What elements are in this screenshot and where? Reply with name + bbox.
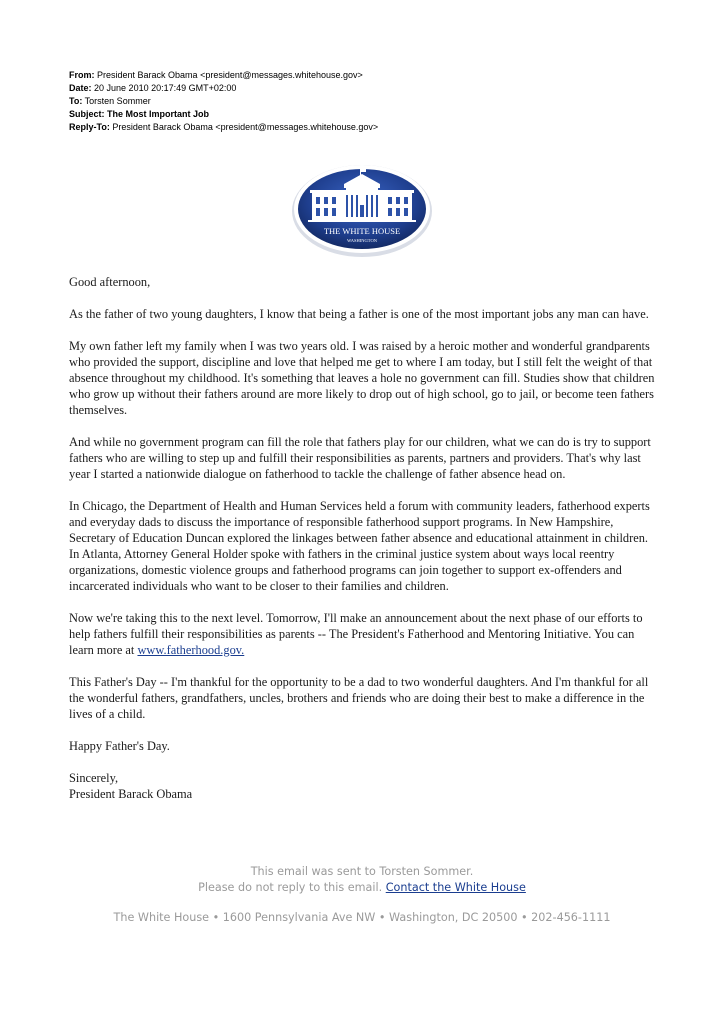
footer-reply-notice <box>0 880 724 896</box>
paragraph-3: And while no government program can fill the role that fathers play for our children, what we can do is try to support fathers who are willing to step up and fulfill their responsibilities as parents, partners and providers. That's why last year I started a nationwide dialogue on fatherhood to tackle the challenge of father absence head on. <box>69 435 651 481</box>
date-label: Date: <box>69 83 92 93</box>
to-label: To: <box>69 96 83 106</box>
subject-value: The Most Important Job <box>107 109 210 119</box>
header-to <box>69 95 669 108</box>
footer-no-reply: Please do not reply to this email. <box>198 881 383 894</box>
date-value: 20 June 2010 20:17:49 GMT+02:00 <box>94 83 237 93</box>
from-label: From: <box>69 70 95 80</box>
white-house-seal-icon <box>288 160 436 260</box>
from-value: President Barack Obama <president@messages.whitehouse.gov> <box>97 70 363 80</box>
logo-title: THE WHITE HOUSE <box>323 226 401 236</box>
to-value: Torsten Sommer <box>84 96 151 106</box>
paragraph-5 <box>69 610 659 658</box>
footer-sent-to: This email was sent to Torsten Sommer. <box>250 865 474 878</box>
paragraph-6: This Father's Day -- I'm thankful for the opportunity to be a dad to two wonderful daughters. And I'm thankful for all the wonderful fathers, grandfathers, uncles, brothers and friends who are doing their best to make a difference in the lives of a child. <box>69 675 649 721</box>
header-reply-to <box>69 121 669 134</box>
paragraph-2: My own father left my family when I was two years old. I was raised by a heroic mother and wonderful grandparents who provided the support, discipline and love that helped me get to where I am today, but I still felt the weight of that absence throughout my childhood. It's something that leaves a hole no government can fill. Studies show that children who grow up without their fathers around are more likely to drop out of high school, go to jail, or become teen fathers themselves. <box>69 339 655 417</box>
fatherhood-link[interactable]: www.fatherhood.gov. <box>137 643 245 657</box>
paragraph-5-text: Now we're taking this to the next level. Tomorrow, I'll make an announcement about the next phase of our efforts to help fathers fulfill their responsibilities as parents -- The President's Fatherhood and Mentoring Initiative. You can learn more at <box>69 611 643 657</box>
contact-white-house-link[interactable]: Contact the White House <box>385 881 526 894</box>
header-from <box>69 69 669 82</box>
subject-label: Subject: <box>69 109 105 119</box>
logo-subtitle: WASHINGTON <box>347 238 377 243</box>
replyto-label: Reply-To: <box>69 122 110 132</box>
replyto-value: President Barack Obama <president@messages.whitehouse.gov> <box>112 122 379 132</box>
header-date <box>69 82 669 95</box>
white-house-logo <box>288 160 436 260</box>
sign-off: Sincerely, <box>69 771 119 785</box>
greeting: Good afternoon, <box>69 275 151 289</box>
paragraph-7: Happy Father's Day. <box>69 739 170 753</box>
header-subject <box>69 108 669 121</box>
paragraph-4: In Chicago, the Department of Health and Human Services held a forum with community leaders, fatherhood experts and everyday dads to discuss the importance of responsible fatherhood support programs. In New Hampshire, Secretary of Education Duncan explored the linkages between father absence and educational attainment in children. In Atlanta, Attorney General Holder spoke with fathers in the criminal justice system about ways local reentry organizations, domestic violence groups and fatherhood programs can join together to support ex-offenders and incarcerated individuals who want to be closer to their families and children. <box>69 499 650 593</box>
letter-body <box>69 274 659 802</box>
email-header <box>69 69 669 134</box>
signature: President Barack Obama <box>69 787 193 801</box>
paragraph-1: As the father of two young daughters, I know that being a father is one of the most important jobs any man can have. <box>69 307 649 321</box>
footer-address: The White House • 1600 Pennsylvania Ave NW • Washington, DC 20500 • 202-456-1111 <box>113 911 611 924</box>
